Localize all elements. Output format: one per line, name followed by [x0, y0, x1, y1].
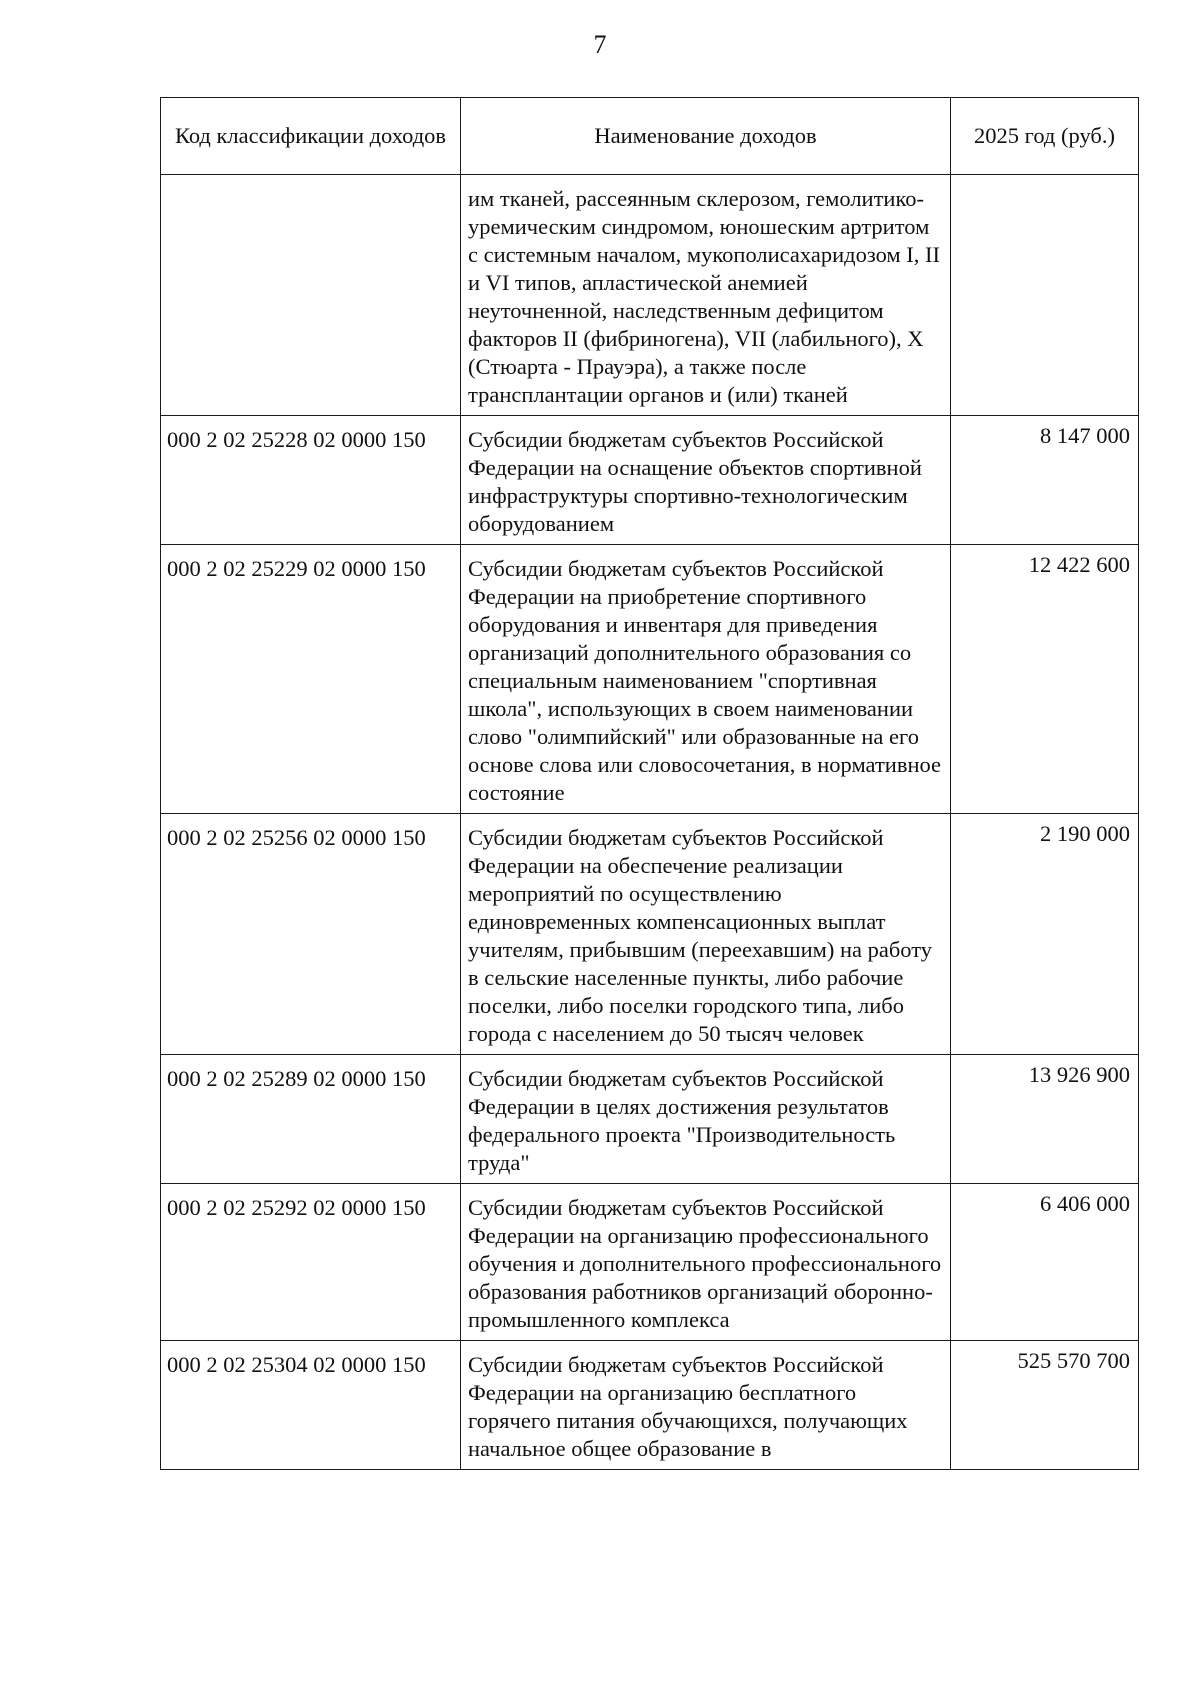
row-amount: 13 926 900 [951, 1055, 1139, 1184]
row-code [161, 175, 461, 416]
row-code: 000 2 02 25289 02 0000 150 [161, 1055, 461, 1184]
row-amount: 525 570 700 [951, 1341, 1139, 1470]
header-year: 2025 год (руб.) [951, 98, 1139, 175]
table-row [161, 545, 1139, 814]
row-code: 000 2 02 25228 02 0000 150 [161, 416, 461, 545]
table-row [161, 175, 1139, 416]
table-row [161, 1341, 1139, 1470]
table-header-row [161, 98, 1139, 175]
row-name: Субсидии бюджетам субъектов Российской Федерации на организацию профессионального обучения и дополнительного профессионального образования работников организаций оборонно-промышленного комплекса [461, 1184, 951, 1341]
table-row [161, 416, 1139, 545]
row-amount: 12 422 600 [951, 545, 1139, 814]
row-code: 000 2 02 25229 02 0000 150 [161, 545, 461, 814]
header-code: Код классификации доходов [161, 98, 461, 175]
row-name: Субсидии бюджетам субъектов Российской Федерации на приобретение спортивного оборудования и инвентаря для приведения организаций дополнительного образования со специальным наименованием "спортивная школа", использующих в своем наименовании слово "олимпийский" или образованные на его основе слова или словосочетания, в нормативное состояние [461, 545, 951, 814]
row-amount [951, 175, 1139, 416]
table-row [161, 1055, 1139, 1184]
row-name: Субсидии бюджетам субъектов Российской Федерации на организацию бесплатного горячего питания обучающихся, получающих начальное общее образование в [461, 1341, 951, 1470]
row-amount: 6 406 000 [951, 1184, 1139, 1341]
row-name: Субсидии бюджетам субъектов Российской Федерации в целях достижения результатов федерального проекта "Производительность труда" [461, 1055, 951, 1184]
row-code: 000 2 02 25292 02 0000 150 [161, 1184, 461, 1341]
row-amount: 8 147 000 [951, 416, 1139, 545]
row-code: 000 2 02 25256 02 0000 150 [161, 814, 461, 1055]
row-name: им тканей, рассеянным склерозом, гемолитико-уремическим синдромом, юношеским артритом с системным началом, мукополисахаридозом I, II и VI типов, апластической анемией неуточненной, наследственным дефицитом факторов II (фибриногена), VII (лабильного), X (Стюарта - Прауэра), а также после трансплантации органов и (или) тканей [461, 175, 951, 416]
row-amount: 2 190 000 [951, 814, 1139, 1055]
row-name: Субсидии бюджетам субъектов Российской Федерации на оснащение объектов спортивной инфраструктуры спортивно-технологическим оборудованием [461, 416, 951, 545]
page-number: 7 [593, 30, 607, 59]
row-name: Субсидии бюджетам субъектов Российской Федерации на обеспечение реализации мероприятий по осуществлению единовременных компенсационных выплат учителям, прибывшим (переехавшим) на работу в сельские населенные пункты, либо рабочие поселки, либо поселки городского типа, либо города с населением до 50 тысяч человек [461, 814, 951, 1055]
income-table [160, 97, 1139, 1470]
header-name: Наименование доходов [461, 98, 951, 175]
row-code: 000 2 02 25304 02 0000 150 [161, 1341, 461, 1470]
table-row [161, 1184, 1139, 1341]
table-row [161, 814, 1139, 1055]
